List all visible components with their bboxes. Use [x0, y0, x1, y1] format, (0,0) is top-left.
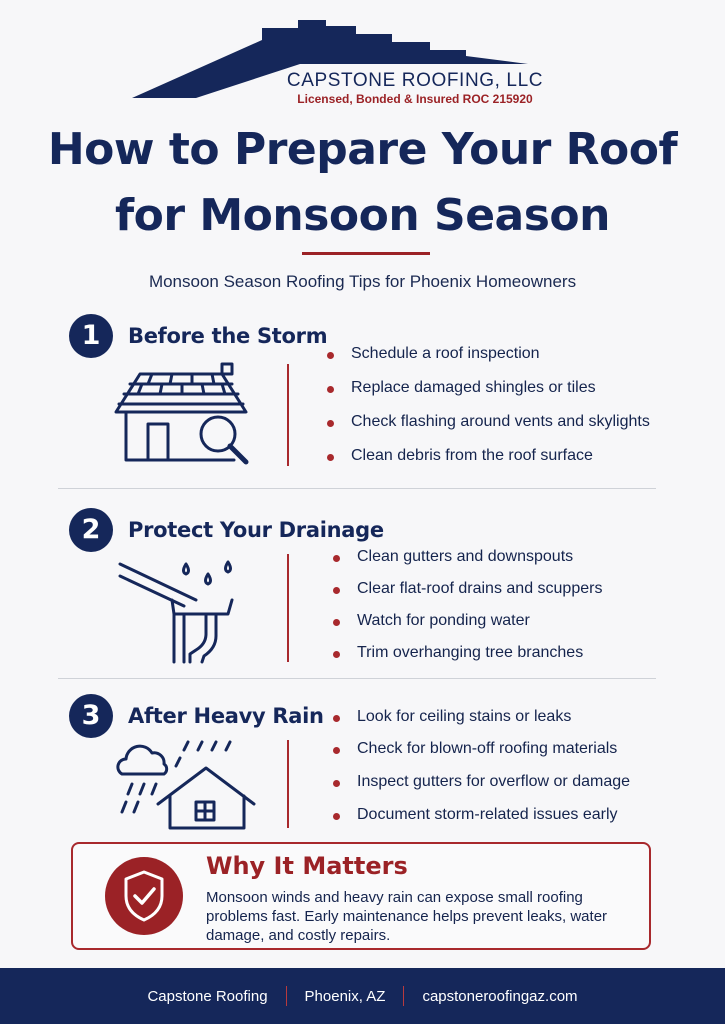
bullet-icon: [333, 555, 340, 562]
section-2-title: Protect Your Drainage: [128, 518, 384, 542]
footer-separator: [286, 986, 287, 1006]
title-underline: [302, 252, 430, 255]
list-item: Trim overhanging tree branches: [333, 644, 602, 676]
section-divider: [58, 678, 656, 679]
section-2-tips: [333, 548, 602, 676]
bullet-icon: [333, 747, 340, 754]
list-item: Check flashing around vents and skylights: [327, 413, 650, 447]
why-it-matters-text: Monsoon winds and heavy rain can expose small roofing problems fast. Early maintenance helps prevent leaks, water damage, and costly repairs.: [206, 889, 608, 944]
company-name: CAPSTONE ROOFING, LLC: [286, 70, 544, 91]
list-item: Clean debris from the roof surface: [327, 447, 650, 481]
gutter-downspout-icon: [116, 552, 246, 664]
bullet-icon: [327, 352, 334, 359]
list-item: Look for ceiling stains or leaks: [333, 708, 630, 740]
list-item: Check for blown-off roofing materials: [333, 740, 630, 773]
rain-cloud-house-icon: [110, 736, 260, 832]
section-1-divider-line: [287, 364, 289, 466]
list-item: Clean gutters and downspouts: [333, 548, 602, 580]
page-subtitle: Monsoon Season Roofing Tips for Phoenix Homeowners: [148, 272, 577, 291]
section-divider: [58, 488, 656, 489]
section-1-title: Before the Storm: [128, 324, 328, 348]
bullet-icon: [333, 813, 340, 820]
bullet-icon: [327, 386, 334, 393]
shield-check-icon: [104, 854, 184, 938]
license-text: Licensed, Bonded & Insured ROC 215920: [297, 92, 533, 106]
section-2-divider-line: [287, 554, 289, 662]
bullet-icon: [327, 454, 334, 461]
section-3-number: 3: [69, 694, 113, 738]
footer-company: Capstone Roofing: [147, 987, 268, 1005]
list-item: Watch for ponding water: [333, 612, 602, 644]
house-magnifier-icon: [112, 362, 262, 472]
bullet-icon: [333, 715, 340, 722]
section-3-title: After Heavy Rain: [128, 704, 324, 728]
bullet-icon: [333, 619, 340, 626]
section-2-number: 2: [69, 508, 113, 552]
section-3-divider-line: [287, 740, 289, 828]
page-title-line-1: How to Prepare Your Roof: [47, 124, 678, 175]
footer: [0, 968, 725, 1024]
bullet-icon: [327, 420, 334, 427]
list-item: Document storm-related issues early: [333, 806, 630, 838]
section-1-tips: [327, 345, 650, 481]
section-3-tips: [333, 708, 630, 838]
list-item: Schedule a roof inspection: [327, 345, 650, 379]
footer-location: Phoenix, AZ: [304, 987, 386, 1005]
section-1-number: 1: [69, 314, 113, 358]
footer-separator: [403, 986, 404, 1006]
bullet-icon: [333, 780, 340, 787]
list-item: Clear flat-roof drains and scuppers: [333, 580, 602, 612]
footer-website-link[interactable]: capstoneroofingaz.com: [422, 987, 578, 1005]
list-item: Replace damaged shingles or tiles: [327, 379, 650, 413]
page-title-line-2: for Monsoon Season: [115, 190, 610, 241]
bullet-icon: [333, 587, 340, 594]
why-it-matters-title: Why It Matters: [206, 852, 408, 880]
bullet-icon: [333, 651, 340, 658]
list-item: Inspect gutters for overflow or damage: [333, 773, 630, 806]
